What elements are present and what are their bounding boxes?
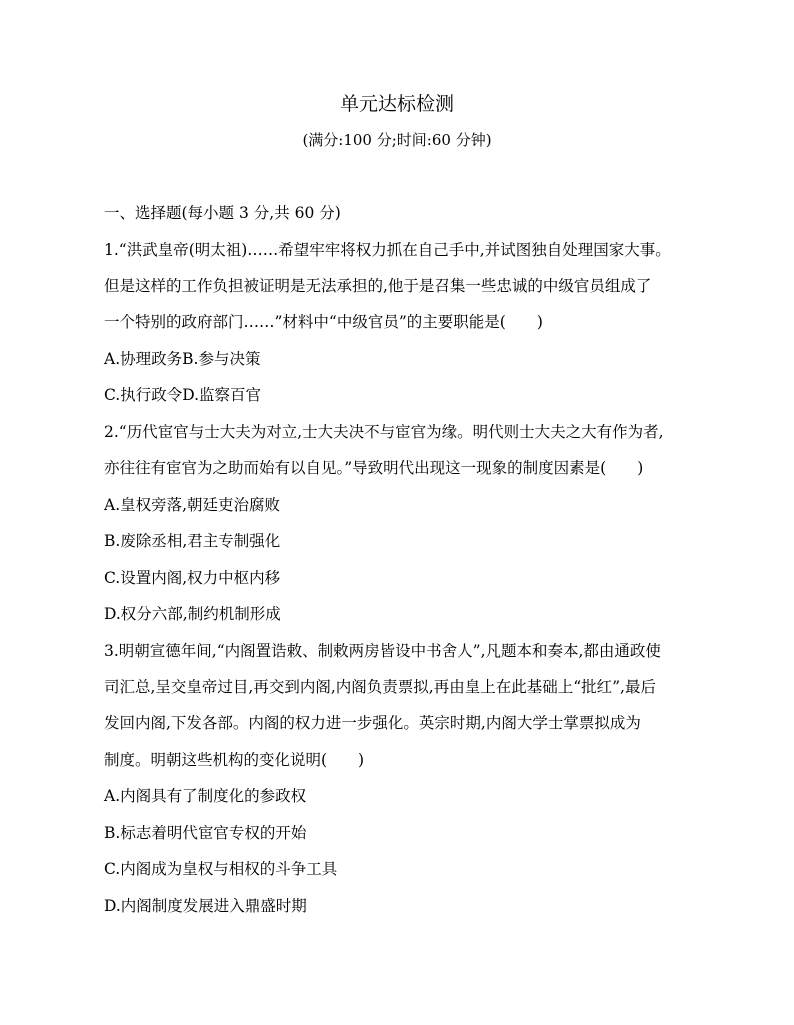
page-title: 单元达标检测 xyxy=(339,93,454,115)
question-2-option-d: D.权分六部,制约机制形成 xyxy=(104,605,281,623)
question-2-option-a: A.皇权旁落,朝廷吏治腐败 xyxy=(104,496,281,514)
question-3-line-3: 发回内阁,下发各部。内阁的权力进一步强化。英宗时期,内阁大学士掌票拟成为 xyxy=(104,714,641,732)
question-3-line-2: 司汇总,呈交皇帝过目,再交到内阁,内阁负责票拟,再由皇上在此基础上“批红”,最后 xyxy=(104,678,656,696)
exam-info: (满分:100 分;时间:60 分钟) xyxy=(302,131,492,149)
question-3-option-c: C.内阁成为皇权与相权的斗争工具 xyxy=(104,860,338,878)
question-3-option-b: B.标志着明代宦官专权的开始 xyxy=(104,824,307,842)
question-3-line-1: 3.明朝宣德年间,“内阁置诰敕、制敕两房皆设中书舍人”,凡题本和奏本,都由通政使 xyxy=(104,642,661,660)
question-3-line-4: 制度。明朝这些机构的变化说明( ) xyxy=(104,751,365,769)
question-2-line-2: 亦往往有宦官为之助而始有以自见。”导致明代出现这一现象的制度因素是( ) xyxy=(104,459,644,477)
question-1-line-3: 一个特别的政府部门……”材料中“中级官员”的主要职能是( ) xyxy=(104,313,543,331)
question-2-option-b: B.废除丞相,君主专制强化 xyxy=(104,532,281,550)
section-heading: 一、选择题(每小题 3 分,共 60 分) xyxy=(104,204,341,222)
question-1-option-cd: C.执行政令D.监察百官 xyxy=(104,386,262,404)
question-1-line-1: 1.“洪武皇帝(明太祖)……希望牢牢将权力抓在自己手中,并试图独自处理国家大事。 xyxy=(104,241,671,259)
question-3-option-a: A.内阁具有了制度化的参政权 xyxy=(104,787,307,805)
question-2-line-1: 2.“历代宦官与士大夫为对立,士大夫决不与宦官为缘。明代则士大夫之大有作为者, xyxy=(104,423,664,441)
question-2-option-c: C.设置内阁,权力中枢内移 xyxy=(104,569,281,587)
question-3-option-d: D.内阁制度发展进入鼎盛时期 xyxy=(104,897,307,915)
question-1-line-2: 但是这样的工作负担被证明是无法承担的,他于是召集一些忠诚的中级官员组成了 xyxy=(104,277,652,295)
question-1-option-ab: A.协理政务B.参与决策 xyxy=(104,350,261,368)
